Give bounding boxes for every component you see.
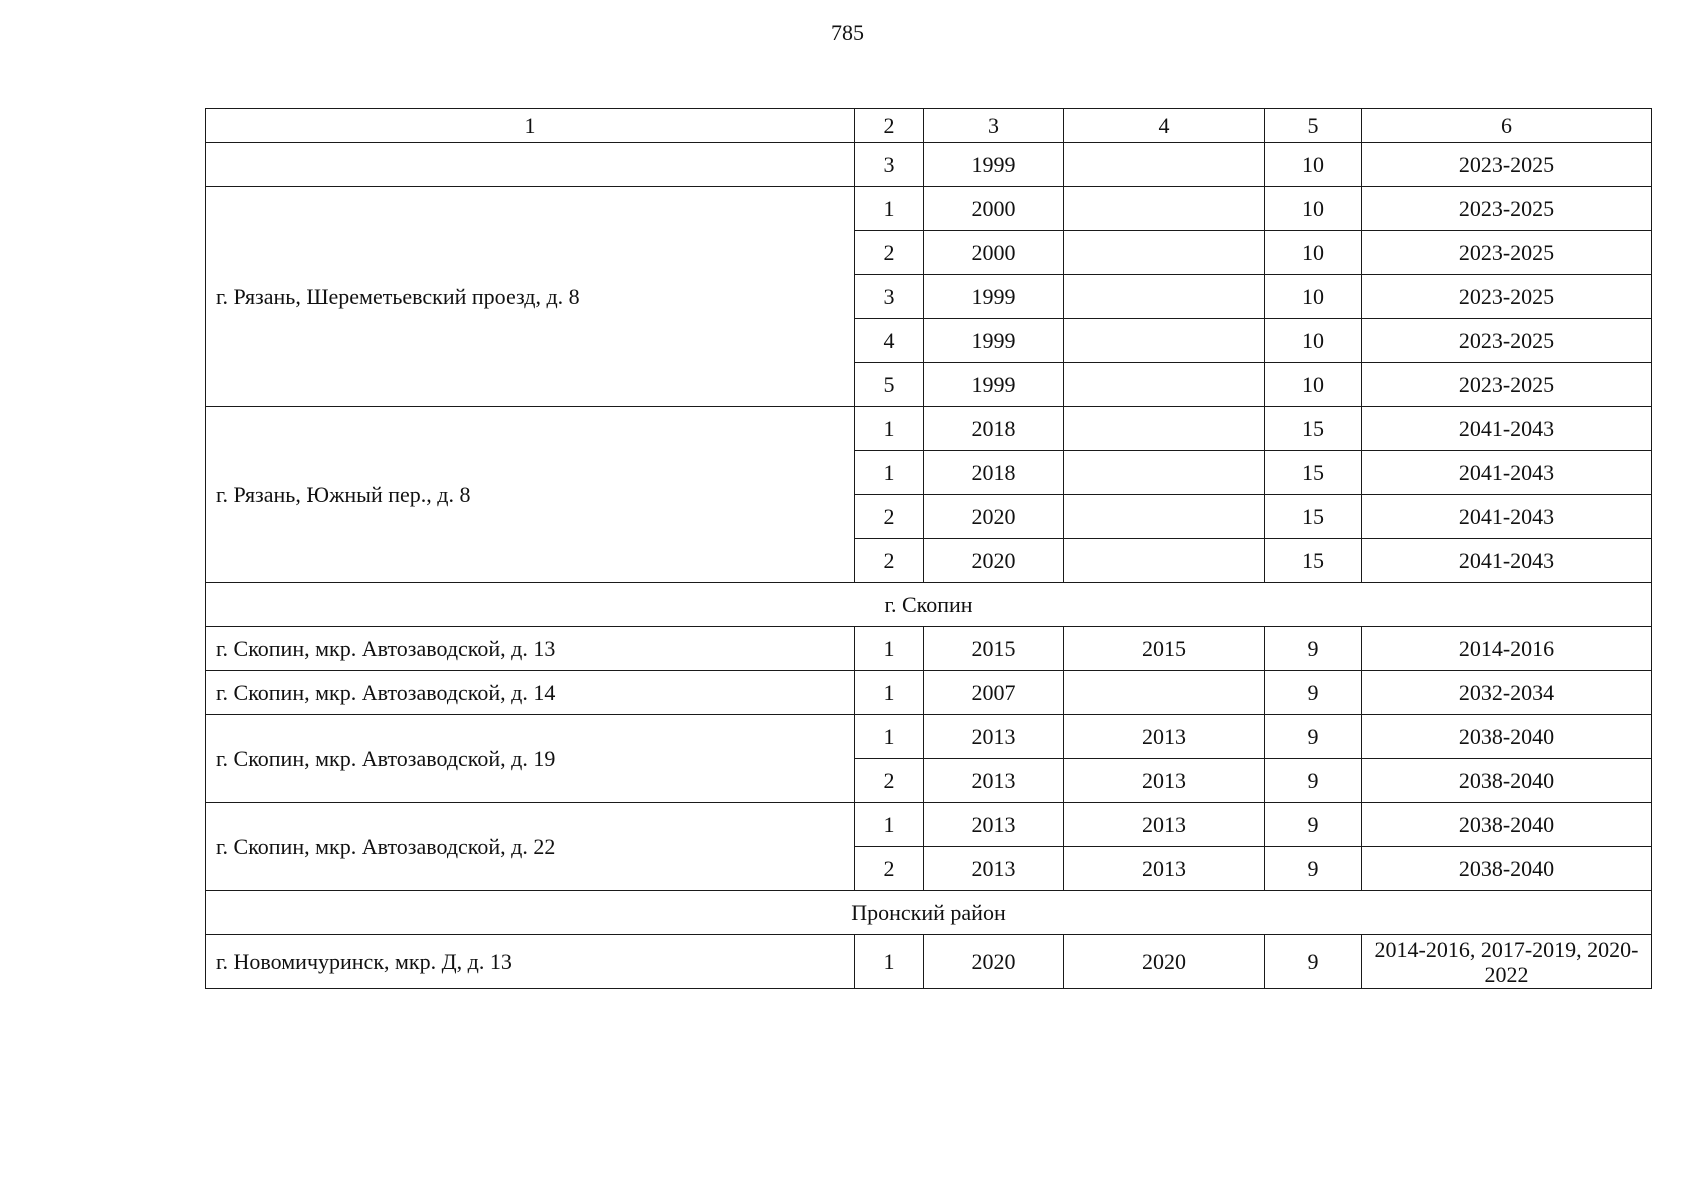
header-cell-3: 3 [924, 109, 1064, 143]
year-modernized-cell [1064, 319, 1265, 363]
year-modernized-cell: 2015 [1064, 627, 1265, 671]
entrance-number-cell: 1 [855, 407, 924, 451]
table-row [206, 715, 1652, 759]
replacement-period-cell: 2023-2025 [1362, 275, 1652, 319]
year-modernized-cell: 2013 [1064, 803, 1265, 847]
entrance-number-cell: 3 [855, 143, 924, 187]
service-life-cell: 9 [1265, 671, 1362, 715]
service-life-cell: 9 [1265, 803, 1362, 847]
header-cell-1: 1 [206, 109, 855, 143]
table-row [206, 143, 1652, 187]
year-installed-cell: 2018 [924, 451, 1064, 495]
service-life-cell: 15 [1265, 451, 1362, 495]
year-modernized-cell [1064, 495, 1265, 539]
year-modernized-cell [1064, 451, 1265, 495]
year-installed-cell: 1999 [924, 363, 1064, 407]
table-row [206, 627, 1652, 671]
entrance-number-cell: 4 [855, 319, 924, 363]
replacement-period-cell: 2038-2040 [1362, 759, 1652, 803]
header-cell-5: 5 [1265, 109, 1362, 143]
year-modernized-cell [1064, 231, 1265, 275]
year-installed-cell: 2007 [924, 671, 1064, 715]
entrance-number-cell: 1 [855, 451, 924, 495]
header-cell-4: 4 [1064, 109, 1265, 143]
replacement-period-cell: 2041-2043 [1362, 407, 1652, 451]
entrance-number-cell: 1 [855, 187, 924, 231]
year-installed-cell: 2015 [924, 627, 1064, 671]
header-cell-2: 2 [855, 109, 924, 143]
entrance-number-cell: 1 [855, 671, 924, 715]
replacement-period-cell: 2038-2040 [1362, 803, 1652, 847]
entrance-number-cell: 3 [855, 275, 924, 319]
header-cell-6: 6 [1362, 109, 1652, 143]
year-installed-cell: 1999 [924, 275, 1064, 319]
service-life-cell: 10 [1265, 187, 1362, 231]
replacement-period-cell: 2041-2043 [1362, 495, 1652, 539]
replacement-period-cell: 2023-2025 [1362, 231, 1652, 275]
year-modernized-cell: 2013 [1064, 715, 1265, 759]
year-modernized-cell: 2013 [1064, 847, 1265, 891]
replacement-period-cell: 2038-2040 [1362, 715, 1652, 759]
replacement-period-cell: 2023-2025 [1362, 363, 1652, 407]
year-installed-cell: 2020 [924, 935, 1064, 989]
entrance-number-cell: 2 [855, 495, 924, 539]
year-modernized-cell [1064, 143, 1265, 187]
replacement-period-cell: 2041-2043 [1362, 451, 1652, 495]
table-row [206, 935, 1652, 989]
replacement-period-cell: 2014-2016, 2017-2019, 2020-2022 [1362, 935, 1652, 989]
table-row [206, 803, 1652, 847]
replacement-period-cell: 2032-2034 [1362, 671, 1652, 715]
year-modernized-cell [1064, 363, 1265, 407]
entrance-number-cell: 2 [855, 847, 924, 891]
service-life-cell: 9 [1265, 847, 1362, 891]
page-number: 785 [831, 20, 864, 45]
replacement-period-cell: 2023-2025 [1362, 319, 1652, 363]
year-installed-cell: 2000 [924, 187, 1064, 231]
entrance-number-cell: 1 [855, 715, 924, 759]
address-cell: г. Скопин, мкр. Автозаводской, д. 13 [206, 627, 855, 671]
year-installed-cell: 2000 [924, 231, 1064, 275]
header-row [206, 109, 1652, 143]
entrance-number-cell: 1 [855, 627, 924, 671]
replacement-period-cell: 2038-2040 [1362, 847, 1652, 891]
table-row [206, 187, 1652, 231]
address-cell: г. Скопин, мкр. Автозаводской, д. 22 [206, 803, 855, 891]
service-life-cell: 15 [1265, 495, 1362, 539]
year-installed-cell: 2013 [924, 847, 1064, 891]
address-cell: г. Рязань, Южный пер., д. 8 [206, 407, 855, 583]
address-cell: г. Скопин, мкр. Автозаводской, д. 14 [206, 671, 855, 715]
year-installed-cell: 2020 [924, 495, 1064, 539]
entrance-number-cell: 2 [855, 539, 924, 583]
service-life-cell: 15 [1265, 407, 1362, 451]
entrance-number-cell: 1 [855, 803, 924, 847]
replacement-period-cell: 2023-2025 [1362, 143, 1652, 187]
section-title: г. Скопин [206, 583, 1652, 627]
section-row [206, 891, 1652, 935]
table-body [206, 109, 1652, 989]
replacement-period-cell: 2023-2025 [1362, 187, 1652, 231]
table-row [206, 671, 1652, 715]
year-modernized-cell [1064, 407, 1265, 451]
section-row [206, 583, 1652, 627]
service-life-cell: 10 [1265, 275, 1362, 319]
year-modernized-cell [1064, 275, 1265, 319]
year-installed-cell: 2013 [924, 715, 1064, 759]
year-installed-cell: 2013 [924, 803, 1064, 847]
service-life-cell: 10 [1265, 231, 1362, 275]
entrance-number-cell: 1 [855, 935, 924, 989]
entrance-number-cell: 2 [855, 231, 924, 275]
service-life-cell: 9 [1265, 627, 1362, 671]
year-modernized-cell: 2020 [1064, 935, 1265, 989]
service-life-cell: 10 [1265, 363, 1362, 407]
data-table [205, 108, 1652, 989]
year-installed-cell: 2013 [924, 759, 1064, 803]
address-cell: г. Новомичуринск, мкр. Д, д. 13 [206, 935, 855, 989]
replacement-period-cell: 2041-2043 [1362, 539, 1652, 583]
service-life-cell: 9 [1265, 935, 1362, 989]
year-installed-cell: 1999 [924, 319, 1064, 363]
year-modernized-cell [1064, 187, 1265, 231]
entrance-number-cell: 5 [855, 363, 924, 407]
address-cell: г. Скопин, мкр. Автозаводской, д. 19 [206, 715, 855, 803]
entrance-number-cell: 2 [855, 759, 924, 803]
year-modernized-cell [1064, 671, 1265, 715]
service-life-cell: 10 [1265, 143, 1362, 187]
replacement-period-cell: 2014-2016 [1362, 627, 1652, 671]
year-modernized-cell: 2013 [1064, 759, 1265, 803]
service-life-cell: 15 [1265, 539, 1362, 583]
service-life-cell: 9 [1265, 715, 1362, 759]
address-cell [206, 143, 855, 187]
section-title: Пронский район [206, 891, 1652, 935]
table-row [206, 407, 1652, 451]
year-modernized-cell [1064, 539, 1265, 583]
year-installed-cell: 2020 [924, 539, 1064, 583]
service-life-cell: 9 [1265, 759, 1362, 803]
address-cell: г. Рязань, Шереметьевский проезд, д. 8 [206, 187, 855, 407]
service-life-cell: 10 [1265, 319, 1362, 363]
year-installed-cell: 2018 [924, 407, 1064, 451]
year-installed-cell: 1999 [924, 143, 1064, 187]
